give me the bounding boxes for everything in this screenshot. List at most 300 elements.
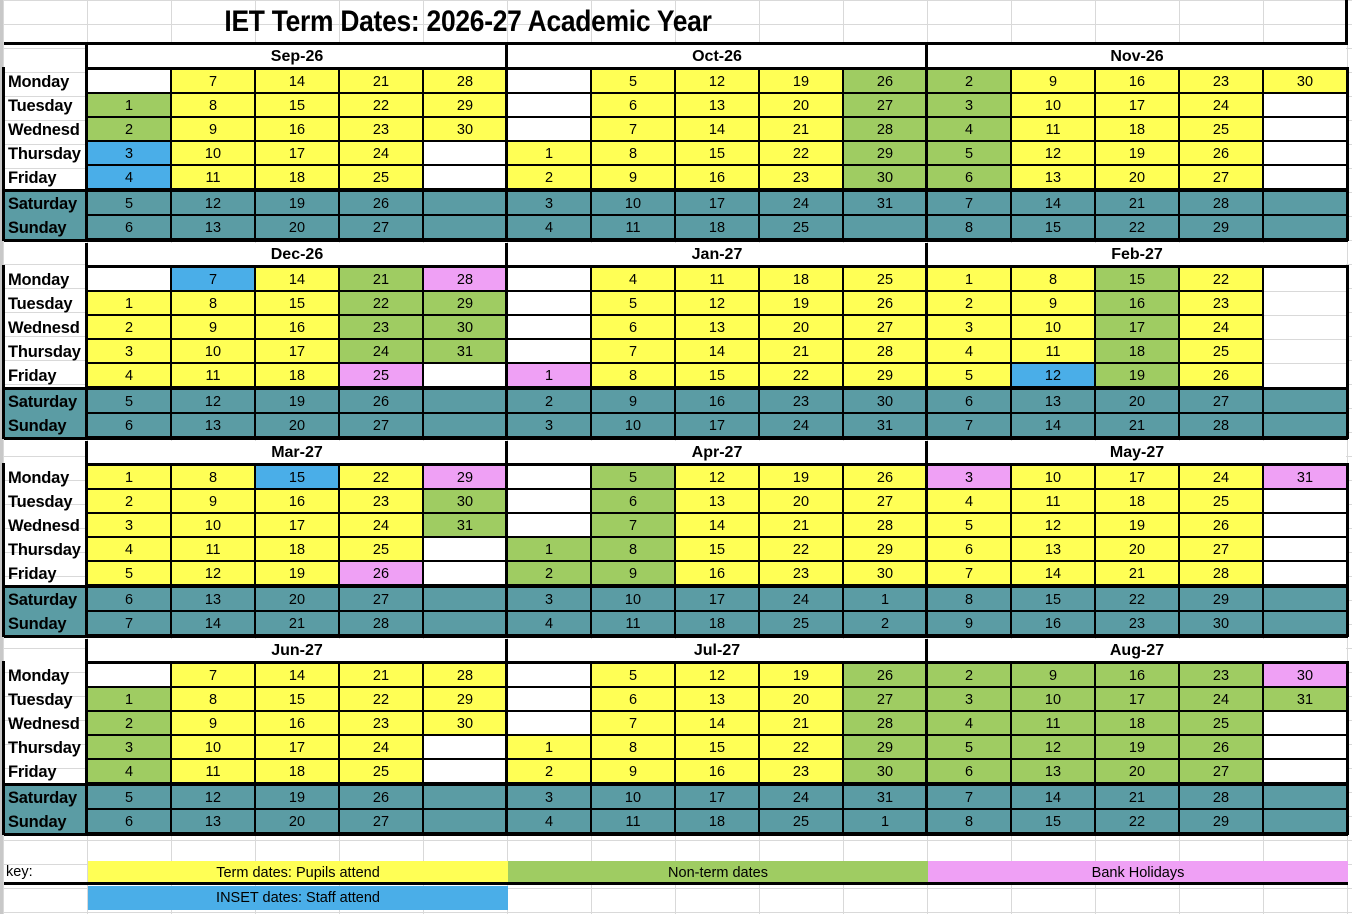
- month-header[interactable]: Jul-27: [506, 639, 926, 663]
- day-label[interactable]: Tuesday: [8, 295, 73, 313]
- date-cell[interactable]: 9: [592, 760, 676, 784]
- date-cell[interactable]: [1264, 736, 1348, 760]
- key-bank-holidays[interactable]: Bank Holidays: [928, 861, 1348, 883]
- date-cell[interactable]: 8: [1012, 268, 1096, 292]
- day-label[interactable]: Monday: [8, 271, 70, 289]
- day-label[interactable]: Saturday: [4, 588, 86, 612]
- date-cell[interactable]: 11: [592, 810, 676, 834]
- date-cell[interactable]: [1264, 94, 1348, 118]
- date-cell[interactable]: 15: [676, 142, 760, 166]
- date-cell[interactable]: 26: [1180, 142, 1264, 166]
- date-cell[interactable]: [424, 562, 508, 586]
- date-cell[interactable]: 20: [256, 588, 340, 612]
- date-cell[interactable]: 30: [1180, 612, 1264, 636]
- date-cell[interactable]: 3: [928, 688, 1012, 712]
- date-cell[interactable]: 22: [1096, 216, 1180, 240]
- date-cell[interactable]: 27: [1180, 390, 1264, 414]
- date-cell[interactable]: 18: [256, 166, 340, 190]
- date-cell[interactable]: 17: [256, 514, 340, 538]
- date-cell[interactable]: 28: [844, 712, 928, 736]
- date-cell[interactable]: 1: [88, 292, 172, 316]
- date-cell[interactable]: [508, 268, 592, 292]
- day-label[interactable]: Monday: [8, 667, 70, 685]
- date-cell[interactable]: 18: [256, 364, 340, 388]
- date-cell[interactable]: 6: [88, 588, 172, 612]
- date-cell[interactable]: 2: [508, 390, 592, 414]
- date-cell[interactable]: 3: [928, 316, 1012, 340]
- date-cell[interactable]: 7: [928, 414, 1012, 438]
- day-label[interactable]: Tuesday: [8, 493, 73, 511]
- date-cell[interactable]: 20: [1096, 166, 1180, 190]
- date-cell[interactable]: [424, 538, 508, 562]
- date-cell[interactable]: 28: [1180, 414, 1264, 438]
- date-cell[interactable]: 7: [172, 664, 256, 688]
- date-cell[interactable]: 12: [1012, 514, 1096, 538]
- date-cell[interactable]: 26: [844, 466, 928, 490]
- date-cell[interactable]: [424, 612, 508, 636]
- date-cell[interactable]: 8: [172, 688, 256, 712]
- date-cell[interactable]: 7: [928, 192, 1012, 216]
- date-cell[interactable]: 29: [1180, 810, 1264, 834]
- date-cell[interactable]: [1264, 810, 1348, 834]
- date-cell[interactable]: 9: [1012, 70, 1096, 94]
- date-cell[interactable]: 22: [340, 94, 424, 118]
- date-cell[interactable]: 3: [508, 588, 592, 612]
- date-cell[interactable]: 25: [340, 538, 424, 562]
- date-cell[interactable]: 29: [424, 94, 508, 118]
- date-cell[interactable]: 31: [1264, 688, 1348, 712]
- date-cell[interactable]: 25: [844, 268, 928, 292]
- date-cell[interactable]: 5: [928, 736, 1012, 760]
- date-cell[interactable]: 19: [256, 562, 340, 586]
- date-cell[interactable]: [88, 268, 172, 292]
- date-cell[interactable]: 20: [1096, 760, 1180, 784]
- date-cell[interactable]: 24: [340, 340, 424, 364]
- date-cell[interactable]: 27: [1180, 538, 1264, 562]
- date-cell[interactable]: 8: [928, 810, 1012, 834]
- date-cell[interactable]: 29: [844, 142, 928, 166]
- date-cell[interactable]: 25: [340, 364, 424, 388]
- date-cell[interactable]: 13: [1012, 760, 1096, 784]
- month-header[interactable]: Dec-26: [86, 243, 506, 267]
- date-cell[interactable]: 17: [676, 786, 760, 810]
- date-cell[interactable]: 19: [1096, 514, 1180, 538]
- date-cell[interactable]: 18: [1096, 490, 1180, 514]
- date-cell[interactable]: 5: [592, 292, 676, 316]
- date-cell[interactable]: 23: [340, 490, 424, 514]
- month-header[interactable]: Apr-27: [506, 441, 926, 465]
- date-cell[interactable]: [1264, 216, 1348, 240]
- date-cell[interactable]: [508, 466, 592, 490]
- month-header[interactable]: Aug-27: [926, 639, 1346, 663]
- date-cell[interactable]: [424, 216, 508, 240]
- date-cell[interactable]: [424, 736, 508, 760]
- date-cell[interactable]: 10: [592, 414, 676, 438]
- date-cell[interactable]: 1: [508, 364, 592, 388]
- date-cell[interactable]: 25: [340, 760, 424, 784]
- date-cell[interactable]: 16: [1096, 292, 1180, 316]
- date-cell[interactable]: 13: [676, 316, 760, 340]
- key-label[interactable]: key:: [6, 864, 33, 880]
- date-cell[interactable]: 7: [592, 340, 676, 364]
- date-cell[interactable]: 20: [1096, 390, 1180, 414]
- date-cell[interactable]: 11: [1012, 712, 1096, 736]
- date-cell[interactable]: 4: [508, 612, 592, 636]
- date-cell[interactable]: 25: [760, 810, 844, 834]
- day-label[interactable]: Wednesd: [8, 121, 80, 139]
- date-cell[interactable]: 14: [676, 118, 760, 142]
- date-cell[interactable]: 17: [1096, 688, 1180, 712]
- date-cell[interactable]: 6: [88, 810, 172, 834]
- date-cell[interactable]: [1264, 612, 1348, 636]
- date-cell[interactable]: [508, 664, 592, 688]
- date-cell[interactable]: 23: [760, 760, 844, 784]
- date-cell[interactable]: 14: [676, 712, 760, 736]
- date-cell[interactable]: [508, 514, 592, 538]
- date-cell[interactable]: 16: [676, 166, 760, 190]
- date-cell[interactable]: 31: [424, 340, 508, 364]
- date-cell[interactable]: 21: [1096, 192, 1180, 216]
- date-cell[interactable]: 15: [1012, 216, 1096, 240]
- date-cell[interactable]: [424, 414, 508, 438]
- date-cell[interactable]: 3: [508, 786, 592, 810]
- date-cell[interactable]: 10: [1012, 466, 1096, 490]
- date-cell[interactable]: 22: [1180, 268, 1264, 292]
- date-cell[interactable]: 6: [592, 94, 676, 118]
- date-cell[interactable]: [1264, 414, 1348, 438]
- date-cell[interactable]: 10: [172, 142, 256, 166]
- date-cell[interactable]: 9: [172, 316, 256, 340]
- date-cell[interactable]: 16: [1096, 70, 1180, 94]
- date-cell[interactable]: 22: [760, 364, 844, 388]
- date-cell[interactable]: 2: [88, 316, 172, 340]
- date-cell[interactable]: 15: [256, 688, 340, 712]
- date-cell[interactable]: 10: [592, 786, 676, 810]
- date-cell[interactable]: 1: [88, 688, 172, 712]
- date-cell[interactable]: 10: [1012, 688, 1096, 712]
- date-cell[interactable]: 27: [340, 216, 424, 240]
- date-cell[interactable]: 21: [760, 514, 844, 538]
- date-cell[interactable]: 4: [88, 760, 172, 784]
- date-cell[interactable]: 3: [928, 94, 1012, 118]
- date-cell[interactable]: 18: [676, 216, 760, 240]
- date-cell[interactable]: 13: [172, 810, 256, 834]
- date-cell[interactable]: [1264, 364, 1348, 388]
- date-cell[interactable]: 24: [760, 588, 844, 612]
- date-cell[interactable]: 26: [844, 664, 928, 688]
- date-cell[interactable]: 6: [928, 166, 1012, 190]
- date-cell[interactable]: 21: [1096, 786, 1180, 810]
- date-cell[interactable]: 3: [508, 414, 592, 438]
- date-cell[interactable]: 12: [172, 390, 256, 414]
- date-cell[interactable]: 11: [1012, 340, 1096, 364]
- date-cell[interactable]: 22: [760, 736, 844, 760]
- date-cell[interactable]: 5: [88, 390, 172, 414]
- date-cell[interactable]: 4: [88, 364, 172, 388]
- date-cell[interactable]: 20: [760, 316, 844, 340]
- date-cell[interactable]: 23: [340, 118, 424, 142]
- date-cell[interactable]: 8: [928, 216, 1012, 240]
- date-cell[interactable]: 14: [1012, 562, 1096, 586]
- date-cell[interactable]: 20: [760, 94, 844, 118]
- date-cell[interactable]: [88, 664, 172, 688]
- date-cell[interactable]: 19: [256, 786, 340, 810]
- date-cell[interactable]: [424, 192, 508, 216]
- date-cell[interactable]: 16: [1096, 664, 1180, 688]
- date-cell[interactable]: 30: [844, 166, 928, 190]
- date-cell[interactable]: 24: [340, 142, 424, 166]
- key-term-dates[interactable]: Term dates: Pupils attend: [88, 861, 508, 883]
- date-cell[interactable]: 20: [760, 490, 844, 514]
- date-cell[interactable]: 10: [592, 192, 676, 216]
- month-header[interactable]: Oct-26: [506, 45, 926, 69]
- date-cell[interactable]: 16: [256, 316, 340, 340]
- day-label[interactable]: Sunday: [4, 414, 86, 438]
- day-label[interactable]: Saturday: [4, 390, 86, 414]
- date-cell[interactable]: 7: [88, 612, 172, 636]
- date-cell[interactable]: 17: [256, 142, 340, 166]
- date-cell[interactable]: 9: [172, 712, 256, 736]
- date-cell[interactable]: 4: [928, 712, 1012, 736]
- date-cell[interactable]: 4: [88, 166, 172, 190]
- date-cell[interactable]: 11: [1012, 118, 1096, 142]
- date-cell[interactable]: 19: [760, 466, 844, 490]
- date-cell[interactable]: 22: [340, 688, 424, 712]
- date-cell[interactable]: 4: [928, 490, 1012, 514]
- date-cell[interactable]: 8: [592, 538, 676, 562]
- date-cell[interactable]: 12: [676, 664, 760, 688]
- date-cell[interactable]: [1264, 316, 1348, 340]
- date-cell[interactable]: 2: [844, 612, 928, 636]
- date-cell[interactable]: 24: [1180, 688, 1264, 712]
- date-cell[interactable]: 12: [676, 466, 760, 490]
- date-cell[interactable]: 25: [1180, 340, 1264, 364]
- date-cell[interactable]: 24: [760, 192, 844, 216]
- day-label[interactable]: Wednesd: [8, 715, 80, 733]
- date-cell[interactable]: 18: [676, 810, 760, 834]
- day-label[interactable]: Sunday: [4, 216, 86, 240]
- date-cell[interactable]: [1264, 588, 1348, 612]
- date-cell[interactable]: 5: [592, 70, 676, 94]
- date-cell[interactable]: [508, 712, 592, 736]
- date-cell[interactable]: 13: [1012, 166, 1096, 190]
- date-cell[interactable]: 15: [256, 94, 340, 118]
- date-cell[interactable]: 20: [1096, 538, 1180, 562]
- month-header[interactable]: Jan-27: [506, 243, 926, 267]
- date-cell[interactable]: [508, 490, 592, 514]
- date-cell[interactable]: 19: [1096, 364, 1180, 388]
- date-cell[interactable]: 1: [844, 588, 928, 612]
- date-cell[interactable]: 10: [1012, 316, 1096, 340]
- date-cell[interactable]: 26: [340, 786, 424, 810]
- day-label[interactable]: Saturday: [4, 192, 86, 216]
- date-cell[interactable]: 5: [928, 142, 1012, 166]
- month-header[interactable]: May-27: [926, 441, 1346, 465]
- date-cell[interactable]: 4: [928, 340, 1012, 364]
- date-cell[interactable]: 27: [1180, 166, 1264, 190]
- date-cell[interactable]: [844, 216, 928, 240]
- date-cell[interactable]: 10: [592, 588, 676, 612]
- day-label[interactable]: Thursday: [8, 343, 81, 361]
- day-label[interactable]: Friday: [8, 565, 57, 583]
- day-label[interactable]: Sunday: [4, 612, 86, 636]
- date-cell[interactable]: 7: [928, 562, 1012, 586]
- date-cell[interactable]: 6: [592, 688, 676, 712]
- date-cell[interactable]: 7: [172, 70, 256, 94]
- date-cell[interactable]: [88, 70, 172, 94]
- date-cell[interactable]: 28: [1180, 562, 1264, 586]
- date-cell[interactable]: [508, 118, 592, 142]
- date-cell[interactable]: 15: [676, 736, 760, 760]
- date-cell[interactable]: 8: [172, 292, 256, 316]
- date-cell[interactable]: [424, 760, 508, 784]
- date-cell[interactable]: 14: [676, 340, 760, 364]
- date-cell[interactable]: 30: [424, 490, 508, 514]
- date-cell[interactable]: [424, 390, 508, 414]
- date-cell[interactable]: 2: [508, 562, 592, 586]
- date-cell[interactable]: 1: [88, 466, 172, 490]
- day-label[interactable]: Thursday: [8, 145, 81, 163]
- date-cell[interactable]: [1264, 760, 1348, 784]
- date-cell[interactable]: 1: [844, 810, 928, 834]
- date-cell[interactable]: 18: [676, 612, 760, 636]
- date-cell[interactable]: 18: [256, 538, 340, 562]
- date-cell[interactable]: 20: [256, 810, 340, 834]
- date-cell[interactable]: [1264, 268, 1348, 292]
- date-cell[interactable]: 23: [1180, 70, 1264, 94]
- date-cell[interactable]: [424, 786, 508, 810]
- date-cell[interactable]: [424, 810, 508, 834]
- date-cell[interactable]: 6: [592, 490, 676, 514]
- date-cell[interactable]: 16: [256, 118, 340, 142]
- date-cell[interactable]: 5: [88, 192, 172, 216]
- day-label[interactable]: Saturday: [4, 786, 86, 810]
- date-cell[interactable]: 27: [844, 94, 928, 118]
- date-cell[interactable]: 6: [928, 538, 1012, 562]
- date-cell[interactable]: 23: [760, 166, 844, 190]
- date-cell[interactable]: 6: [928, 390, 1012, 414]
- date-cell[interactable]: 28: [424, 664, 508, 688]
- date-cell[interactable]: 29: [1180, 216, 1264, 240]
- date-cell[interactable]: [508, 340, 592, 364]
- date-cell[interactable]: 16: [256, 712, 340, 736]
- date-cell[interactable]: 13: [1012, 538, 1096, 562]
- date-cell[interactable]: 19: [760, 70, 844, 94]
- date-cell[interactable]: 23: [1180, 292, 1264, 316]
- date-cell[interactable]: 14: [256, 268, 340, 292]
- date-cell[interactable]: 21: [256, 612, 340, 636]
- date-cell[interactable]: 14: [1012, 192, 1096, 216]
- date-cell[interactable]: 5: [88, 562, 172, 586]
- date-cell[interactable]: 24: [760, 414, 844, 438]
- date-cell[interactable]: 12: [1012, 142, 1096, 166]
- date-cell[interactable]: 30: [1264, 664, 1348, 688]
- date-cell[interactable]: 19: [1096, 736, 1180, 760]
- date-cell[interactable]: 27: [1180, 760, 1264, 784]
- date-cell[interactable]: 1: [508, 538, 592, 562]
- date-cell[interactable]: 26: [340, 192, 424, 216]
- date-cell[interactable]: 30: [424, 118, 508, 142]
- date-cell[interactable]: 27: [844, 490, 928, 514]
- date-cell[interactable]: [1264, 490, 1348, 514]
- date-cell[interactable]: 16: [676, 390, 760, 414]
- date-cell[interactable]: 14: [172, 612, 256, 636]
- key-inset-dates[interactable]: INSET dates: Staff attend: [88, 886, 508, 910]
- date-cell[interactable]: 28: [340, 612, 424, 636]
- date-cell[interactable]: 30: [424, 316, 508, 340]
- day-label[interactable]: Tuesday: [8, 97, 73, 115]
- date-cell[interactable]: 2: [928, 664, 1012, 688]
- date-cell[interactable]: 3: [508, 192, 592, 216]
- date-cell[interactable]: 13: [172, 414, 256, 438]
- date-cell[interactable]: 16: [1012, 612, 1096, 636]
- date-cell[interactable]: 23: [760, 562, 844, 586]
- date-cell[interactable]: 12: [676, 292, 760, 316]
- date-cell[interactable]: 27: [844, 316, 928, 340]
- date-cell[interactable]: 23: [340, 316, 424, 340]
- day-label[interactable]: Monday: [8, 73, 70, 91]
- date-cell[interactable]: [424, 588, 508, 612]
- date-cell[interactable]: 19: [1096, 142, 1180, 166]
- day-label[interactable]: Wednesd: [8, 319, 80, 337]
- date-cell[interactable]: 24: [1180, 466, 1264, 490]
- date-cell[interactable]: 20: [256, 216, 340, 240]
- date-cell[interactable]: 27: [340, 414, 424, 438]
- date-cell[interactable]: 11: [592, 612, 676, 636]
- date-cell[interactable]: 29: [424, 688, 508, 712]
- date-cell[interactable]: 13: [676, 94, 760, 118]
- date-cell[interactable]: 4: [592, 268, 676, 292]
- date-cell[interactable]: 21: [1096, 562, 1180, 586]
- date-cell[interactable]: 29: [424, 292, 508, 316]
- date-cell[interactable]: [1264, 340, 1348, 364]
- date-cell[interactable]: 6: [928, 760, 1012, 784]
- date-cell[interactable]: [1264, 538, 1348, 562]
- date-cell[interactable]: 6: [88, 216, 172, 240]
- date-cell[interactable]: 28: [844, 514, 928, 538]
- date-cell[interactable]: 23: [1180, 664, 1264, 688]
- month-header[interactable]: Nov-26: [926, 45, 1346, 69]
- day-label[interactable]: Wednesd: [8, 517, 80, 535]
- date-cell[interactable]: 20: [256, 414, 340, 438]
- day-label[interactable]: Friday: [8, 367, 57, 385]
- date-cell[interactable]: 18: [256, 760, 340, 784]
- date-cell[interactable]: 21: [340, 70, 424, 94]
- date-cell[interactable]: 28: [1180, 786, 1264, 810]
- date-cell[interactable]: 30: [844, 562, 928, 586]
- date-cell[interactable]: 12: [172, 192, 256, 216]
- date-cell[interactable]: [1264, 390, 1348, 414]
- date-cell[interactable]: 8: [592, 142, 676, 166]
- date-cell[interactable]: 3: [88, 142, 172, 166]
- date-cell[interactable]: 24: [760, 786, 844, 810]
- date-cell[interactable]: 1: [508, 142, 592, 166]
- date-cell[interactable]: 29: [844, 364, 928, 388]
- date-cell[interactable]: 22: [760, 538, 844, 562]
- date-cell[interactable]: 17: [1096, 466, 1180, 490]
- date-cell[interactable]: 1: [508, 736, 592, 760]
- date-cell[interactable]: 25: [1180, 712, 1264, 736]
- date-cell[interactable]: 2: [928, 70, 1012, 94]
- date-cell[interactable]: [1264, 712, 1348, 736]
- date-cell[interactable]: 18: [1096, 712, 1180, 736]
- date-cell[interactable]: 7: [592, 712, 676, 736]
- date-cell[interactable]: 30: [1264, 70, 1348, 94]
- month-header[interactable]: Jun-27: [86, 639, 506, 663]
- date-cell[interactable]: 25: [1180, 490, 1264, 514]
- date-cell[interactable]: [1264, 514, 1348, 538]
- date-cell[interactable]: 3: [88, 736, 172, 760]
